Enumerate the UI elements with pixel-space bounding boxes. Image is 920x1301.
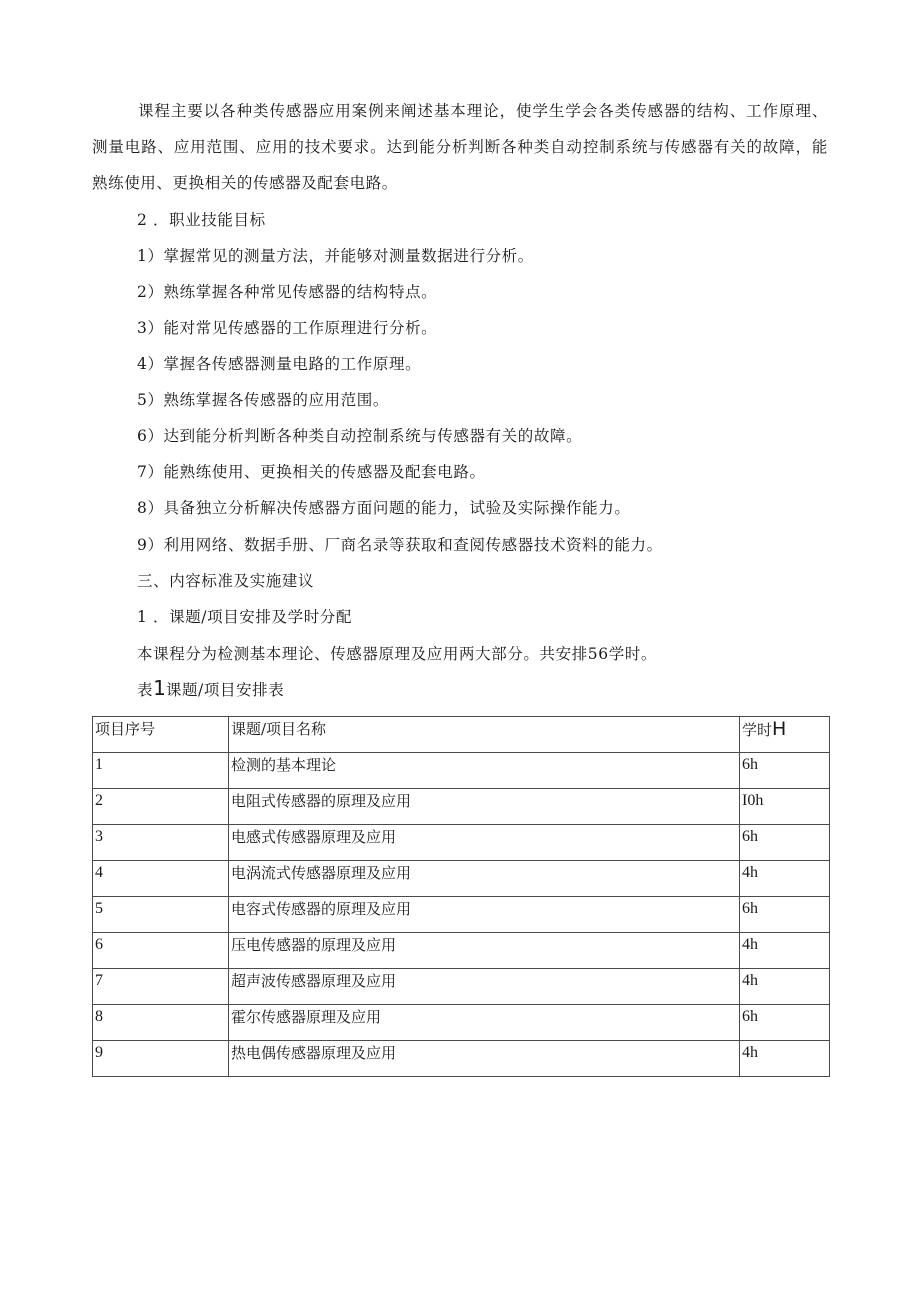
row-hours: 6h [740,897,830,933]
row-index: 8 [93,1005,229,1041]
skill-item: 7）能熟练使用、更换相关的传感器及配套电路。 [137,463,486,481]
header-index: 项目序号 [93,717,229,753]
row-hours: 4h [740,933,830,969]
caption-text: 课题/项目安排表 [165,681,285,699]
table-row [93,789,830,825]
row-index: 5 [93,897,229,933]
table-row [93,825,830,861]
row-name: 超声波传感器原理及应用 [229,969,740,1005]
row-name: 热电偶传感器原理及应用 [229,1041,740,1077]
row-name: 检测的基本理论 [229,753,740,789]
row-index: 3 [93,825,229,861]
table-row [93,861,830,897]
row-name: 电阻式传感器的原理及应用 [229,789,740,825]
row-hours: 6h [740,753,830,789]
header-hours [740,717,830,753]
caption-prefix: 表 [137,681,154,699]
row-hours: 6h [740,1005,830,1041]
table-row [93,1041,830,1077]
row-index: 1 [93,753,229,789]
skill-item: 9）利用网络、数据手册、厂商名录等获取和查阅传感器技术资料的能力。 [137,536,663,554]
row-hours: I0h [740,789,830,825]
table-row [93,969,830,1005]
skill-item: 1）掌握常见的测量方法，并能够对测量数据进行分析。 [137,247,534,265]
table-row [93,897,830,933]
header-name: 课题/项目名称 [229,717,740,753]
table-row [93,753,830,789]
row-name: 电涡流式传感器原理及应用 [229,861,740,897]
project-schedule-table [92,716,830,1077]
row-hours: 4h [740,1041,830,1077]
row-name: 电容式传感器的原理及应用 [229,897,740,933]
row-index: 9 [93,1041,229,1077]
intro-paragraph: 课程主要以各种类传感器应用案例来阐述基本理论，使学生学会各类传感器的结构、工作原理、测量电路、应用范围、应用的技术要求。达到能分析判断各种类自动控制系统与传感器有关的故障，能熟练使用、更换相关的传感器及配套电路。 [92,102,828,192]
skills-heading: 2 ．职业技能目标 [137,211,266,229]
skill-item: 6）达到能分析判断各种类自动控制系统与传感器有关的故障。 [137,427,583,445]
table-caption [137,678,284,700]
table-header-row [93,717,830,753]
skill-item: 5）熟练掌握各传感器的应用范围。 [137,391,389,409]
row-hours: 4h [740,969,830,1005]
skill-item: 3）能对常见传感器的工作原理进行分析。 [137,319,438,337]
row-index: 7 [93,969,229,1005]
row-hours: 4h [740,861,830,897]
row-hours: 6h [740,825,830,861]
section-heading: 三、内容标准及实施建议 [137,572,315,590]
row-index: 2 [93,789,229,825]
header-hours-unit: H [772,718,787,740]
row-index: 6 [93,933,229,969]
table-row [93,933,830,969]
header-hours-prefix: 学时 [742,721,773,739]
skill-item: 2）熟练掌握各种常见传感器的结构特点。 [137,283,438,301]
caption-number: 1 [153,676,166,700]
skill-item: 4）掌握各传感器测量电路的工作原理。 [137,355,422,373]
skill-item: 8）具备独立分析解决传感器方面问题的能力，试验及实际操作能力。 [137,499,631,517]
course-summary: 本课程分为检测基本理论、传感器原理及应用两大部分。共安排56学时。 [137,645,658,663]
section-subheading: 1 ．课题/项目安排及学时分配 [137,608,353,626]
table-row [93,1005,830,1041]
row-index: 4 [93,861,229,897]
row-name: 压电传感器的原理及应用 [229,933,740,969]
row-name: 电感式传感器原理及应用 [229,825,740,861]
row-name: 霍尔传感器原理及应用 [229,1005,740,1041]
